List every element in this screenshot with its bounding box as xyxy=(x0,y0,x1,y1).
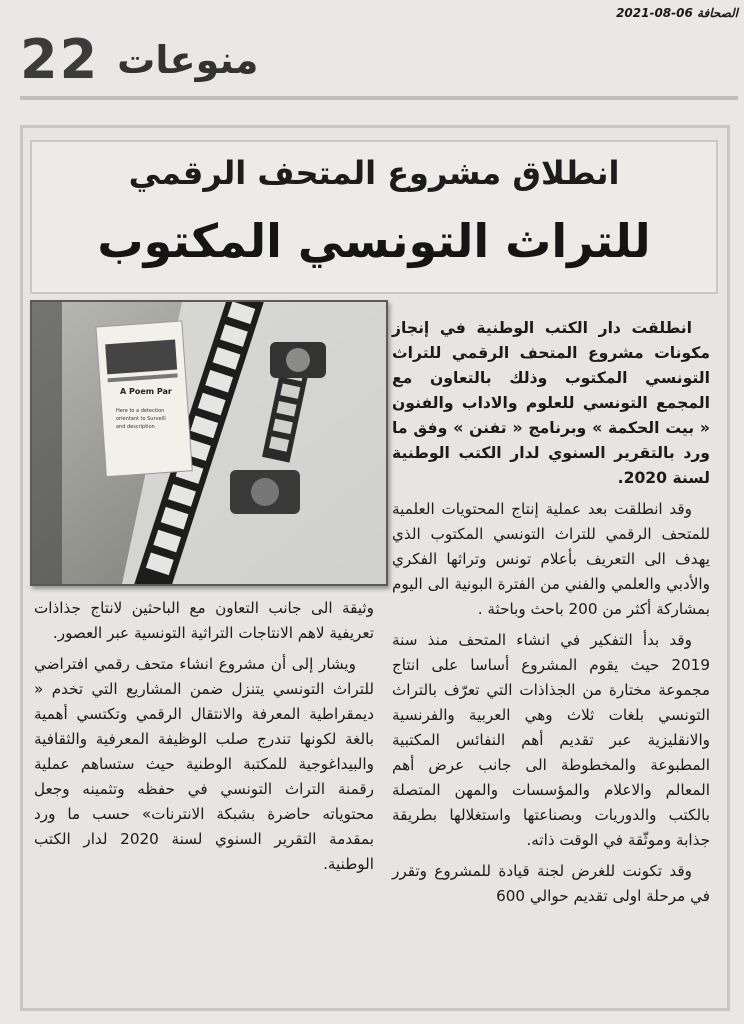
book-line: orientant to Surveill xyxy=(116,416,166,422)
headline-kicker: انطلاق مشروع المتحف الرقمي xyxy=(128,154,620,192)
article-column-right xyxy=(392,316,710,996)
book-line: Here to a detection xyxy=(116,408,165,414)
camera-icon xyxy=(230,470,300,514)
photo-illustration xyxy=(32,302,386,584)
headline-box xyxy=(30,140,718,294)
article-paragraph: وثيقة الى جانب التعاون مع الباحثين لانتاج جذاذات تعريفية لاهم الانتاجات التراثية التونسية عبر العصور. xyxy=(34,599,374,642)
article-column-left xyxy=(34,596,374,998)
article-paragraph: ويشار إلى أن مشروع انشاء متحف رقمي افتراضي للتراث التونسي يتنزل ضمن المشاريع التي تخدم « ديمقراطية المعرفة والانتقال الرقمي وتكتسي أهمية بالغة لكونها تندرج صلب الوظيفة المعرفية والثقافية والبيداغوجية للمكتبة الوطنية حيث ستساهم عملية رقمنة التراث التونسي في حفظه وتثمينه وجعل محتوياته حاضرة بشبكة الانترنات» حسب ما ورد بمقدمة التقرير السنوي لسنة 2020 لدار الكتب الوطنية. xyxy=(34,655,374,873)
page-number: 22 xyxy=(20,28,100,91)
masthead-date: الصحافة 06-08-2021 xyxy=(616,6,738,20)
article-paragraph: وقد انطلقت بعد عملية إنتاج المحتويات العلمية للمتحف الرقمي للتراث التونسي المكتوب الذي يهدف الى التعريف بأعلام تونس وتراثها الفكري والأدبي والعلمي والفني من الفترة البونية الى اليوم بمشاركة أكثر من 200 باحث وباحثة . xyxy=(392,500,710,618)
camera-icon xyxy=(270,342,326,378)
headline-main: للتراث التونسي المكتوب xyxy=(97,214,651,268)
header-divider xyxy=(20,96,738,100)
article-paragraph: وقد تكونت للغرض لجنة قيادة للمشروع وتقرر في مرحلة اولى تقديم حوالي 600 xyxy=(392,862,710,905)
article-paragraph: انطلقت دار الكتب الوطنية في إنجاز مكونات مشروع المتحف الرقمي للتراث التونسي المكتوب وذلك بالتعاون مع المجمع التونسي للعلوم والاداب والفنون « بيت الحكمة » وبرنامج « تفنن » وفق ما ورد بالتقرير السنوي لدار الكتب الوطنية لسنة 2020. xyxy=(392,319,710,487)
article-paragraph: وقد بدأ التفكير في انشاء المتحف منذ سنة 2019 حيث يقوم المشروع أساسا على انتاج مجموعة مختارة من الجذاذات التي تعرّف بالتراث التونسي بلغات ثلاث وهي العربية والفرنسية والانقليزية عبر تقديم أهم النفائس المكتبية المطبوعة والمخطوطة الى جانب عرض أهم المعالم والاعلام والمؤسسات والمهن المتصلة بالكتب والدوريات وبصناعتها واستغلالها بطريقة جذابة وموثّقة في الوقت ذاته. xyxy=(392,631,710,849)
page-header xyxy=(20,22,738,98)
book-line: A Poem Par xyxy=(120,387,172,396)
article-photo xyxy=(30,300,388,586)
section-title: منوعات xyxy=(117,38,259,82)
book-line: and description xyxy=(116,424,155,430)
